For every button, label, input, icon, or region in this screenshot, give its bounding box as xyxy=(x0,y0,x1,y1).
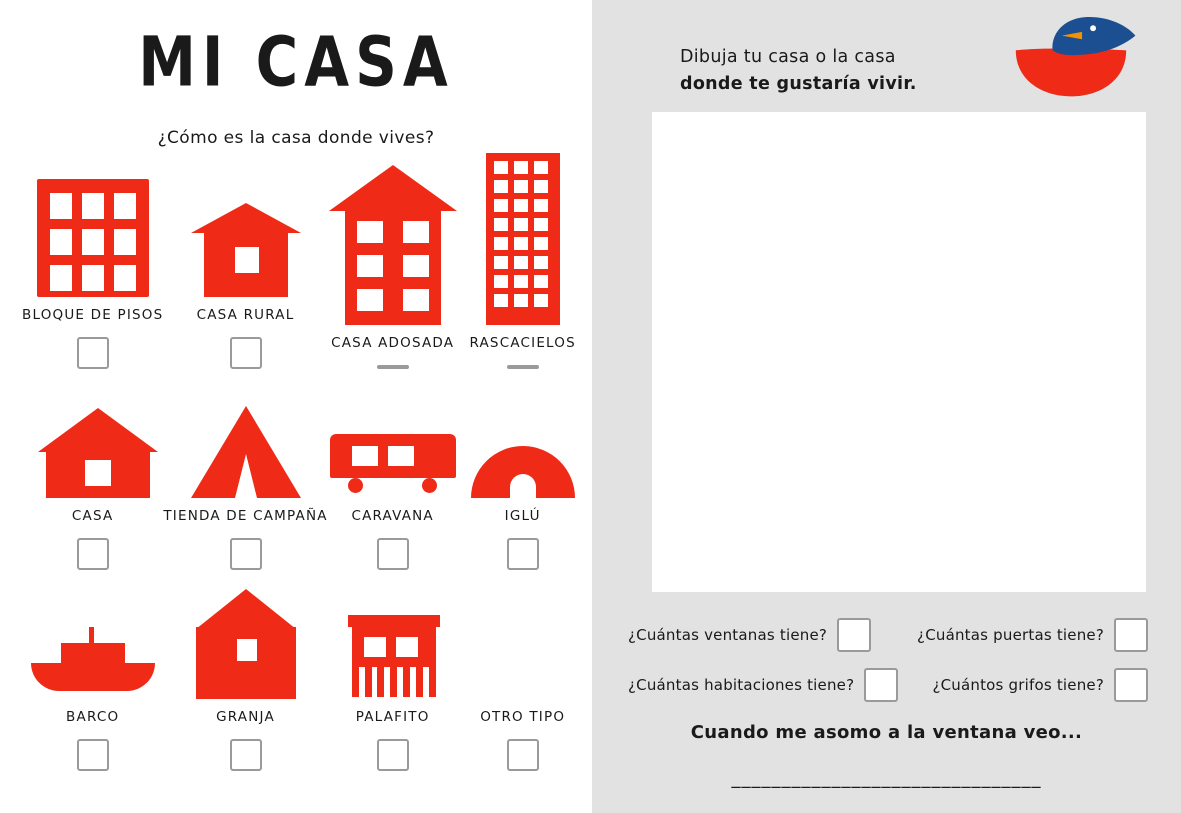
option-barco[interactable] xyxy=(22,576,163,771)
option-label: BLOQUE DE PISOS xyxy=(22,307,164,323)
question-label: ¿Cuántas ventanas tiene? xyxy=(628,626,828,644)
country-house-icon xyxy=(181,177,311,297)
option-label: CASA RURAL xyxy=(196,307,295,323)
option-palafito[interactable] xyxy=(328,576,458,771)
option-checkbox[interactable] xyxy=(507,538,539,570)
question-habitaciones xyxy=(628,668,898,702)
option-label: IGLÚ xyxy=(504,508,541,524)
option-casa-rural[interactable] xyxy=(163,174,327,369)
instruction-line-1: Dibuja tu casa o la casa xyxy=(680,47,896,67)
option-label: PALAFITO xyxy=(355,709,430,725)
question-label: ¿Cuántas habitaciones tiene? xyxy=(628,676,855,694)
igloo-icon xyxy=(458,378,588,498)
option-granja[interactable] xyxy=(163,576,327,771)
answer-line[interactable]: _______________________________ xyxy=(731,768,1042,789)
question-puertas xyxy=(917,618,1148,652)
townhouse-icon xyxy=(328,165,458,325)
option-label: TIENDA DE CAMPAÑA xyxy=(163,508,328,524)
page-title: MI CASA xyxy=(138,22,454,103)
question-answer-box[interactable] xyxy=(864,668,898,702)
drawing-area[interactable] xyxy=(652,112,1146,592)
option-checkbox[interactable] xyxy=(507,365,539,369)
questions-row-2 xyxy=(628,668,1148,702)
tent-icon xyxy=(181,378,311,498)
option-checkbox[interactable] xyxy=(230,739,262,771)
housing-options-grid xyxy=(0,174,592,771)
questions-row-1 xyxy=(628,618,1148,652)
boat-icon xyxy=(28,579,158,699)
house-icon xyxy=(28,378,158,498)
closing-prompt: Cuando me asomo a la ventana veo... xyxy=(690,722,1083,743)
bird-in-nest-icon xyxy=(997,8,1145,100)
drawing-instruction xyxy=(680,44,917,98)
option-rascacielos[interactable] xyxy=(458,174,588,369)
option-label: BARCO xyxy=(66,709,120,725)
option-label: OTRO TIPO xyxy=(480,709,566,725)
right-page xyxy=(592,0,1181,813)
apartment-block-icon xyxy=(28,177,158,297)
question-answer-box[interactable] xyxy=(837,618,871,652)
question-label: ¿Cuántas puertas tiene? xyxy=(917,626,1104,644)
question-label: ¿Cuántos grifos tiene? xyxy=(932,676,1104,694)
option-label: CASA xyxy=(71,508,114,524)
none-icon xyxy=(458,579,588,699)
page-subtitle: ¿Cómo es la casa donde vives? xyxy=(157,128,435,148)
question-answer-box[interactable] xyxy=(1114,618,1148,652)
option-checkbox[interactable] xyxy=(77,739,109,771)
question-answer-box[interactable] xyxy=(1114,668,1148,702)
option-caravana[interactable] xyxy=(328,375,458,570)
option-checkbox[interactable] xyxy=(507,739,539,771)
option-tienda-de-campana[interactable] xyxy=(163,375,327,570)
option-checkbox[interactable] xyxy=(77,538,109,570)
option-label: GRANJA xyxy=(216,709,275,725)
option-label: CASA ADOSADA xyxy=(331,335,455,351)
skyscraper-icon xyxy=(458,153,588,325)
option-iglu[interactable] xyxy=(458,375,588,570)
option-checkbox[interactable] xyxy=(230,337,262,369)
stilt-house-icon xyxy=(328,579,458,699)
option-checkbox[interactable] xyxy=(377,365,409,369)
option-casa-adosada[interactable] xyxy=(328,174,458,369)
option-otro-tipo[interactable] xyxy=(458,576,588,771)
barn-icon xyxy=(181,584,311,699)
option-checkbox[interactable] xyxy=(77,337,109,369)
option-checkbox[interactable] xyxy=(377,739,409,771)
question-grifos xyxy=(932,668,1148,702)
instruction-line-2: donde te gustaría vivir. xyxy=(680,74,917,95)
option-label: RASCACIELOS xyxy=(469,335,576,351)
question-ventanas xyxy=(628,618,871,652)
option-checkbox[interactable] xyxy=(377,538,409,570)
option-checkbox[interactable] xyxy=(230,538,262,570)
option-label: CARAVANA xyxy=(351,508,434,524)
option-bloque-de-pisos[interactable] xyxy=(22,174,163,369)
caravan-icon xyxy=(328,378,458,498)
option-casa[interactable] xyxy=(22,375,163,570)
